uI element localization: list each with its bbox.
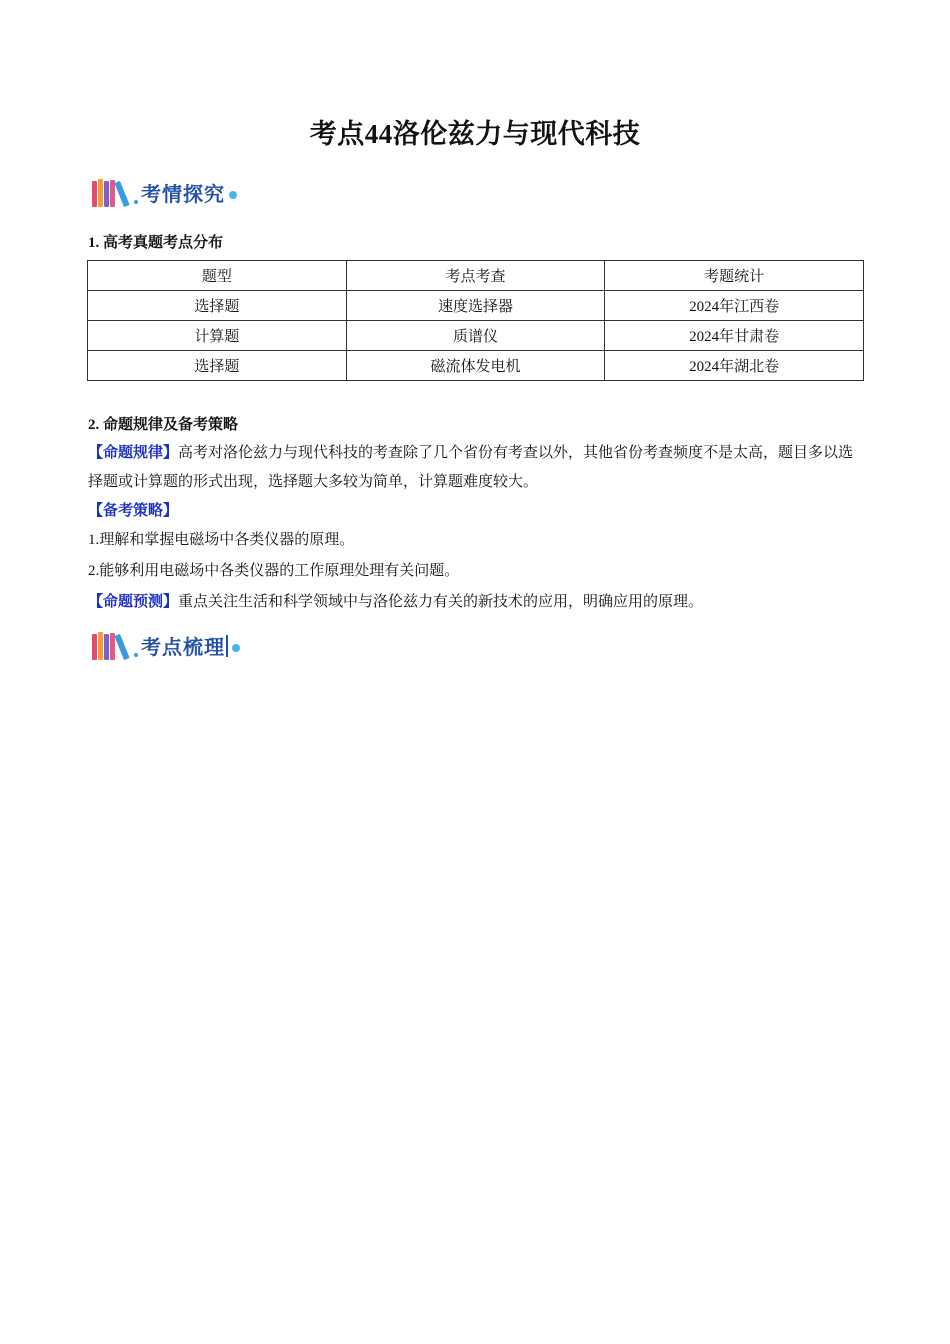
rule-text: 高考对洛伦兹力与现代科技的考查除了几个省份有考查以外，其他省份考查频度不是太高，题目多以选择题或计算题的形式出现，选择题大多较为简单，计算题难度较大。 <box>88 445 854 490</box>
heading-exam-distribution: 1. 高考真题考点分布 <box>88 235 224 251</box>
table-cell: 选择题 <box>88 351 347 381</box>
section-badge-key-points <box>92 631 240 660</box>
section-label: 考情探究 <box>141 182 225 206</box>
section-badge-exam-analysis <box>92 178 237 207</box>
table-cell: 选择题 <box>88 291 347 321</box>
table-row <box>88 321 864 351</box>
prediction-text: 重点关注生活和科学领域中与洛伦兹力有关的新技术的应用，明确应用的原理。 <box>178 594 704 610</box>
heading-rules-strategy: 2. 命题规律及备考策略 <box>88 417 239 433</box>
table-row <box>88 351 864 381</box>
table-header-cell: 题型 <box>88 261 347 291</box>
table-cell: 2024年甘肃卷 <box>605 321 864 351</box>
strategy-item: 1.理解和掌握电磁场中各类仪器的原理。 <box>88 532 355 548</box>
table-cell: 质谱仪 <box>346 321 605 351</box>
table-row <box>88 291 864 321</box>
page-title: 考点44洛伦兹力与现代科技 <box>309 119 641 149</box>
table-cell: 2024年湖北卷 <box>605 351 864 381</box>
books-icon <box>92 632 125 660</box>
table-header-row <box>88 261 864 291</box>
strategy-tag-line <box>88 497 868 526</box>
table-cell: 速度选择器 <box>346 291 605 321</box>
strategy-item: 2.能够利用电磁场中各类仪器的工作原理处理有关问题。 <box>88 563 460 579</box>
table-cell: 2024年江西卷 <box>605 291 864 321</box>
books-icon <box>92 179 125 207</box>
table-cell: 磁流体发电机 <box>346 351 605 381</box>
dot-icon <box>232 644 240 652</box>
table-cell: 计算题 <box>88 321 347 351</box>
text-cursor <box>226 635 228 657</box>
rule-paragraph <box>88 439 868 497</box>
table-header-cell: 考题统计 <box>605 261 864 291</box>
table-header-cell: 考点考查 <box>346 261 605 291</box>
section-label: 考点梳理 <box>141 635 225 659</box>
strategy-tag: 【备考策略】 <box>88 503 179 519</box>
prediction-paragraph <box>88 588 868 617</box>
exam-table <box>87 260 864 381</box>
rule-tag: 【命题规律】 <box>88 445 179 461</box>
prediction-tag: 【命题预测】 <box>88 594 179 610</box>
dot-icon <box>229 191 237 199</box>
